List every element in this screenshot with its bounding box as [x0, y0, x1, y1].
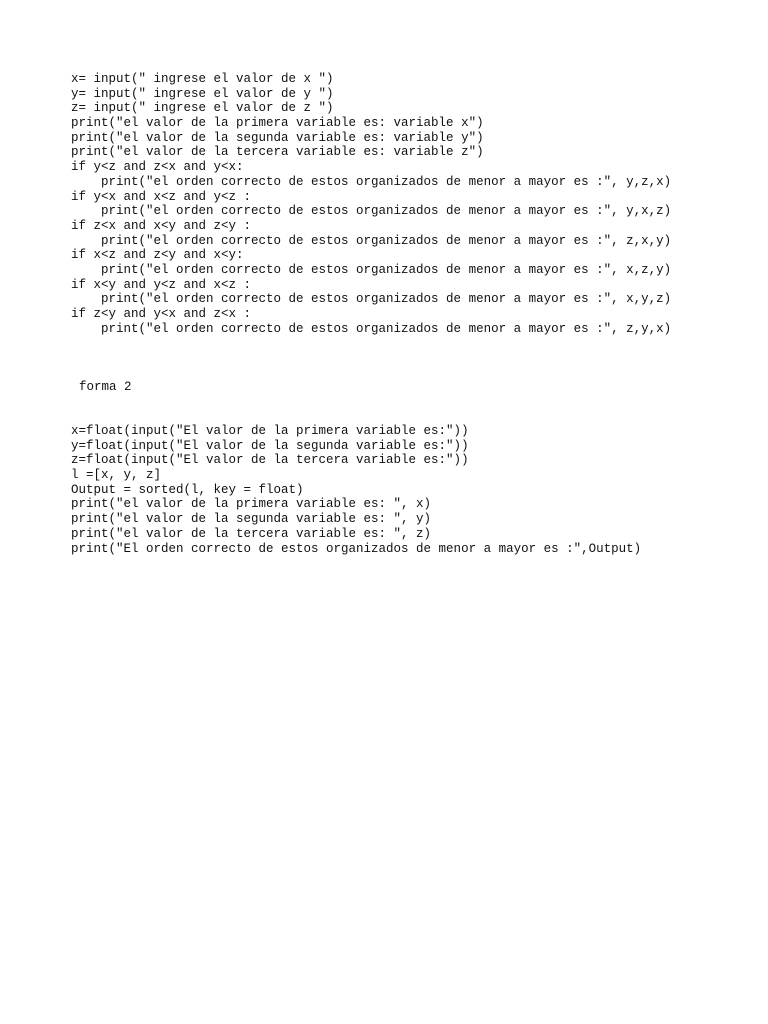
code-line: if z<x and x<y and z<y : [71, 218, 252, 233]
section-heading-forma-2: forma 2 [79, 380, 132, 394]
code-line: if z<y and y<x and z<x : [71, 307, 252, 321]
code-line: x= input(" ingrese el valor de x ") [71, 72, 334, 86]
code-line: if y<z and z<x and y<x: [71, 160, 244, 175]
code-line: Output = sorted(l, key = float) [71, 482, 304, 497]
code-block-second-method [71, 424, 641, 556]
code-block-first-method [71, 72, 671, 336]
code-line: x=float(input("El valor de la primera variable es:")) [71, 424, 469, 438]
code-line: print("el orden correcto de estos organizados de menor a mayor es :", x,y,z) [71, 292, 672, 307]
code-line: print("el valor de la primera variable es: ", x) [71, 497, 432, 512]
code-line: print("el orden correcto de estos organizados de menor a mayor es :", y,z,x) [71, 174, 672, 189]
code-line: print("El orden correcto de estos organizados de menor a mayor es :",Output) [71, 541, 642, 556]
code-line: if x<y and y<z and x<z : [71, 277, 252, 292]
code-line: print("el valor de la segunda variable es: ", y) [71, 512, 432, 527]
code-line: print("el orden correcto de estos organizados de menor a mayor es :", z,y,x) [71, 321, 672, 336]
code-line: print("el valor de la primera variable es: variable x") [71, 116, 484, 131]
code-line: print("el valor de la segunda variable es: variable y") [71, 130, 484, 145]
code-line: if x<z and z<y and x<y: [71, 248, 244, 263]
code-line: print("el orden correcto de estos organizados de menor a mayor es :", y,x,z) [71, 204, 672, 219]
code-line: print("el valor de la tercera variable es: variable z") [71, 145, 484, 160]
code-line: l =[x, y, z] [71, 468, 162, 483]
code-line: print("el orden correcto de estos organizados de menor a mayor es :", z,x,y) [71, 233, 672, 248]
code-line: print("el orden correcto de estos organizados de menor a mayor es :", x,z,y) [71, 262, 672, 277]
code-line: if y<x and x<z and y<z : [71, 189, 252, 204]
code-line: print("el valor de la tercera variable es: ", z) [71, 526, 432, 541]
code-line: z=float(input("El valor de la tercera variable es:")) [71, 453, 469, 468]
code-line: y=float(input("El valor de la segunda variable es:")) [71, 438, 469, 453]
code-line: y= input(" ingrese el valor de y ") [71, 86, 334, 101]
code-line: z= input(" ingrese el valor de z ") [71, 101, 334, 116]
